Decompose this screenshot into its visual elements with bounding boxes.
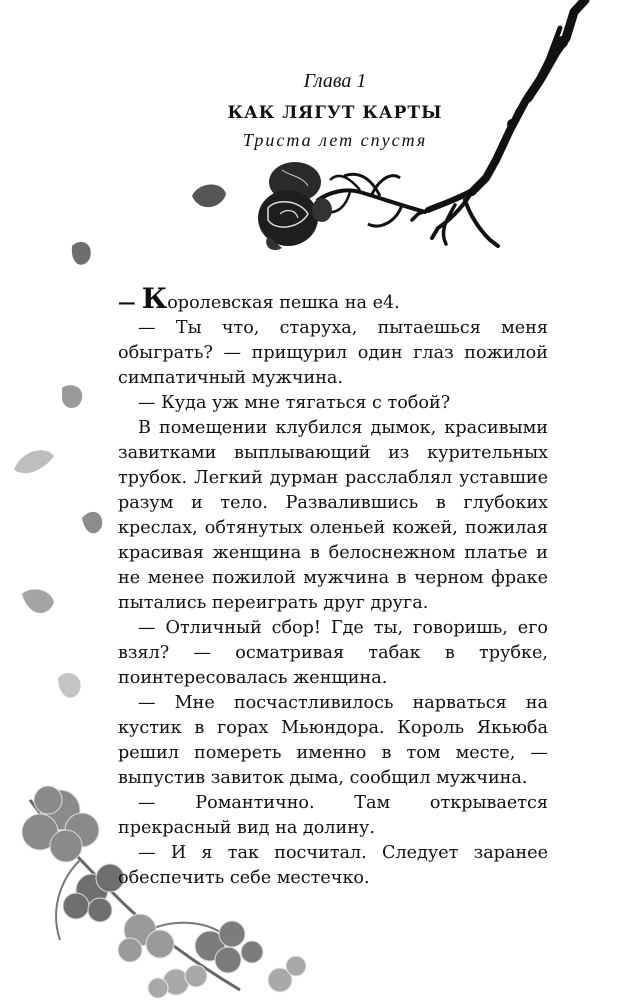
paragraph: В помещении клубился дымок, красивыми завитками выплывающий из курительных трубок. Легкий дурман расслаблял уставшие разум и тело. Развалившись в глубоких креслах, обтянутых оленьей кожей, пожилая красивая женщина в белоснежном платье и не менее пожилой мужчина в черном фраке пытались переиграть друг друга. [118, 418, 548, 613]
paragraph: — И я так посчитал. Следует заранее обеспечить себе местечко. [118, 843, 548, 888]
opening-dash: — [118, 292, 142, 313]
first-line-rest: оролевская пешка на е4. [167, 293, 400, 313]
paragraph: — Романтично. Там открывается прекрасный вид на долину. [118, 793, 548, 838]
chapter-body [118, 282, 548, 891]
first-paragraph [118, 282, 548, 316]
paragraph: — Мне посчастливилось нарваться на кустик в горах Мьюндора. Король Якьюба решил помереть именно в том месте, — выпустив завиток дыма, сообщил мужчина. [118, 693, 548, 788]
chapter-title: КАК ЛЯГУТ КАРТЫ [227, 103, 443, 123]
paragraph: — Отличный сбор! Где ты, говоришь, его взял? — осматривая табак в трубке, поинтересовалась женщина. [118, 618, 548, 688]
paragraph: — Ты что, старуха, пытаешься меня обыграть? — прищурил один глаз пожилой симпатичный мужчина. [118, 318, 548, 388]
drop-cap: К [141, 282, 168, 315]
chapter-number: Глава 1 [303, 70, 367, 92]
chapter-subtitle: Триста лет спустя [242, 130, 428, 150]
paragraph: — Куда уж мне тягаться с тобой? [138, 393, 451, 413]
